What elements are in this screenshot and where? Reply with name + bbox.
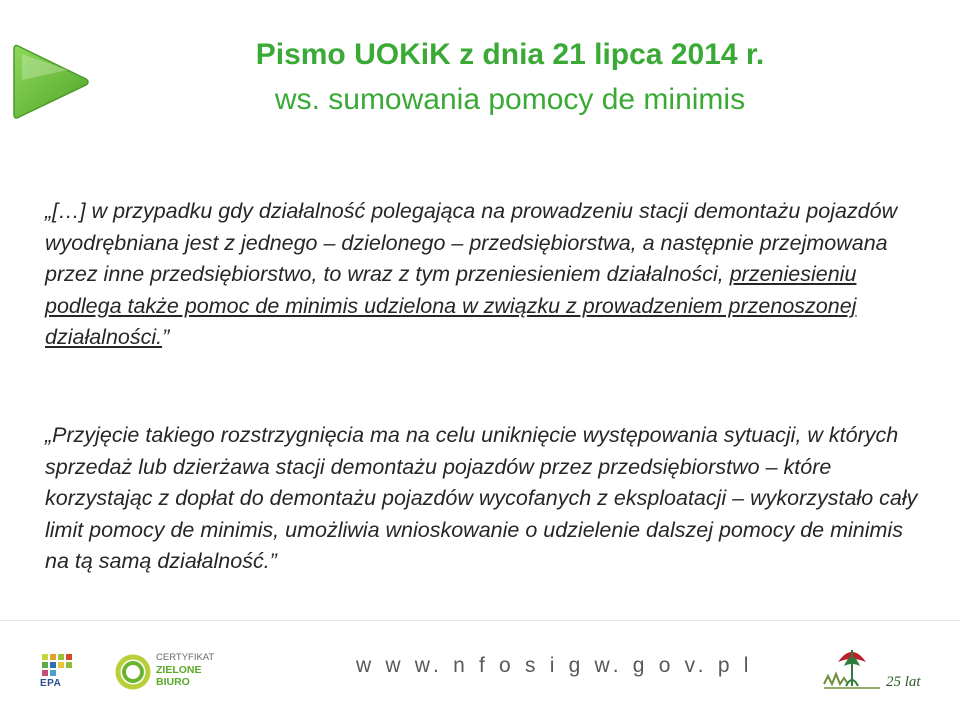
anniversary-text: 25 lat [886, 674, 921, 690]
epa-label: EPA [40, 678, 62, 689]
footer-divider [0, 620, 960, 621]
quote-1-underlined: przeniesieniu podlega także pomoc de minimis udzielona w związku z prowadzeniem przenoszonej działalności. [45, 262, 857, 350]
quote-1-text: „[…] w przypadku gdy działalność polegająca na prowadzeniu stacji demontażu pojazdów wyodrębniana jest z jednego – dzielonego – przedsiębiorstwa, a następnie przejmowana przez inne przedsiębiorstwo, to wraz z tym przeniesieniem działalności, [45, 199, 898, 287]
green-office-text [156, 652, 214, 688]
page-title: Pismo UOKiK z dnia 21 lipca 2014 r. [255, 38, 765, 71]
eco-cert-line1: CERTYFIKAT [156, 652, 215, 663]
eco-cert-line3: BIURO [156, 676, 190, 688]
eco-cert-line2: ZIELONE [156, 664, 202, 676]
quote-1-closing: ” [162, 325, 170, 350]
play-icon [10, 40, 92, 124]
page-subtitle: ws. sumowania pomocy de minimis [274, 83, 746, 116]
website-url: w w w. n f o s i g w. g o v. p l [356, 654, 753, 677]
anniversary-logo-icon [818, 636, 936, 696]
quote-paragraph-2: „Przyjęcie takiego rozstrzygnięcia ma na celu uniknięcie występowania sytuacji, w których sprzedaż lub dzierżawa stacji demontażu pojazdów przez przedsiębiorstwo – które korzystając z dopłat do demontażu pojazdów wycofanych z eksploatacji – wykorzystało cały limit pomocy de minimis, umożliwia wnioskowanie o udzielenie dalszej pomocy de minimis na tą samą działalność.” [45, 423, 918, 574]
green-office-logo-icon [115, 654, 151, 690]
quote-paragraph-1 [45, 196, 925, 354]
